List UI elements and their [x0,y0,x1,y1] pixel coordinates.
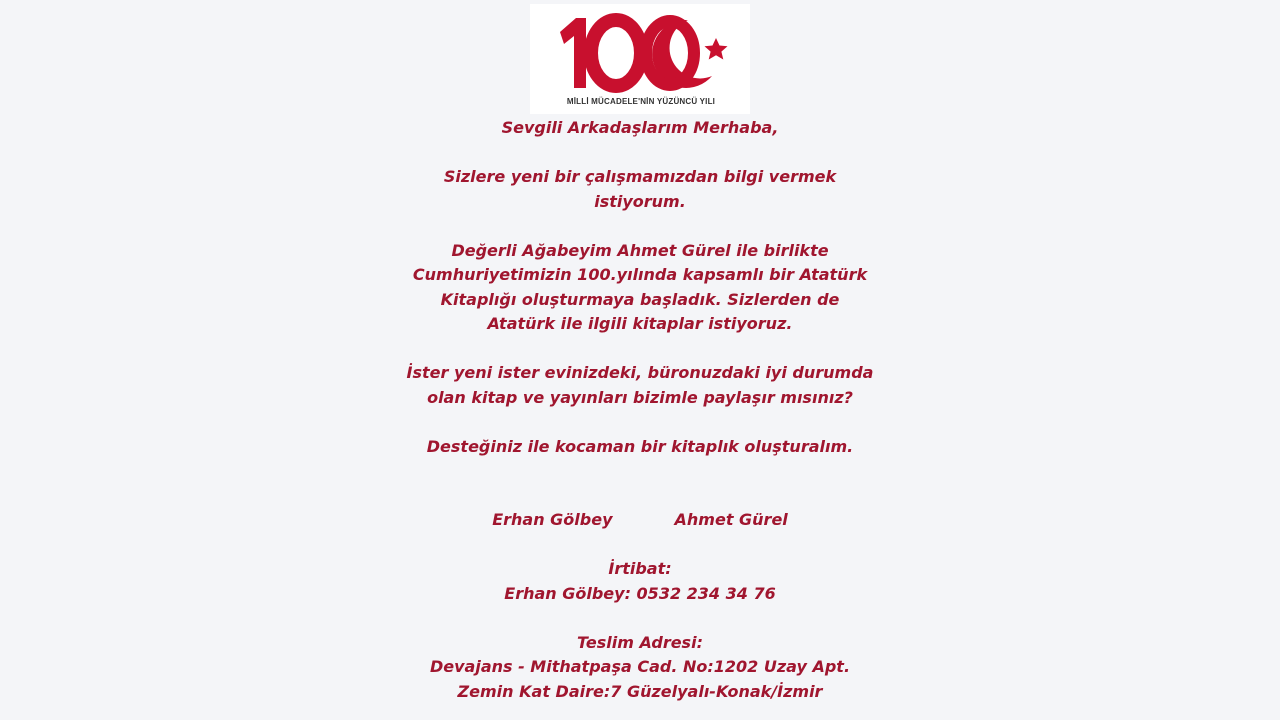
logo-caption: MİLLİ MÜCADELE'NİN YÜZÜNCÜ YILI [566,97,716,106]
body-line: Kitaplığı oluşturmaya başladık. Sizlerden de [440,289,840,309]
body-line: Atatürk ile ilgili kitaplar istiyoruz. [487,314,793,333]
request-line: İster yeni ister evinizdeki, büronuzdaki iyi durumda [406,363,874,382]
body-line: Cumhuriyetimizin 100.yılında kapsamlı bir Atatürk [412,265,868,284]
intro-line: Sizlere yeni bir çalışmamızdan bilgi vermek [443,167,837,186]
signature-ahmet: Ahmet Gürel [674,510,788,529]
letter-body [0,116,1280,704]
address-line: Devajans - Mithatpaşa Cad. No:1202 Uzay Apt. [429,657,851,676]
star-icon [705,38,728,60]
greeting: Sevgili Arkadaşlarım Merhaba, [501,118,779,137]
intro-line: istiyorum. [594,191,686,211]
contact-label: İrtibat: [608,559,672,578]
address-line: Zemin Kat Daire:7 Güzelyalı-Konak/İzmir [457,681,823,701]
contact-line: Erhan Gölbey: 0532 234 34 76 [504,583,776,603]
closing-line: Desteğiniz ile kocaman bir kitaplık oluşturalım. [426,436,854,456]
centennial-logo [530,4,750,114]
address-label: Teslim Adresi: [577,632,703,652]
request-line: olan kitap ve yayınları bizimle paylaşır mısınız? [427,387,853,407]
centennial-100-mark [530,4,750,96]
signatures [0,508,1280,533]
body-line: Değerli Ağabeyim Ahmet Gürel ile birlikte [451,240,829,260]
signature-erhan: Erhan Gölbey [492,510,613,529]
